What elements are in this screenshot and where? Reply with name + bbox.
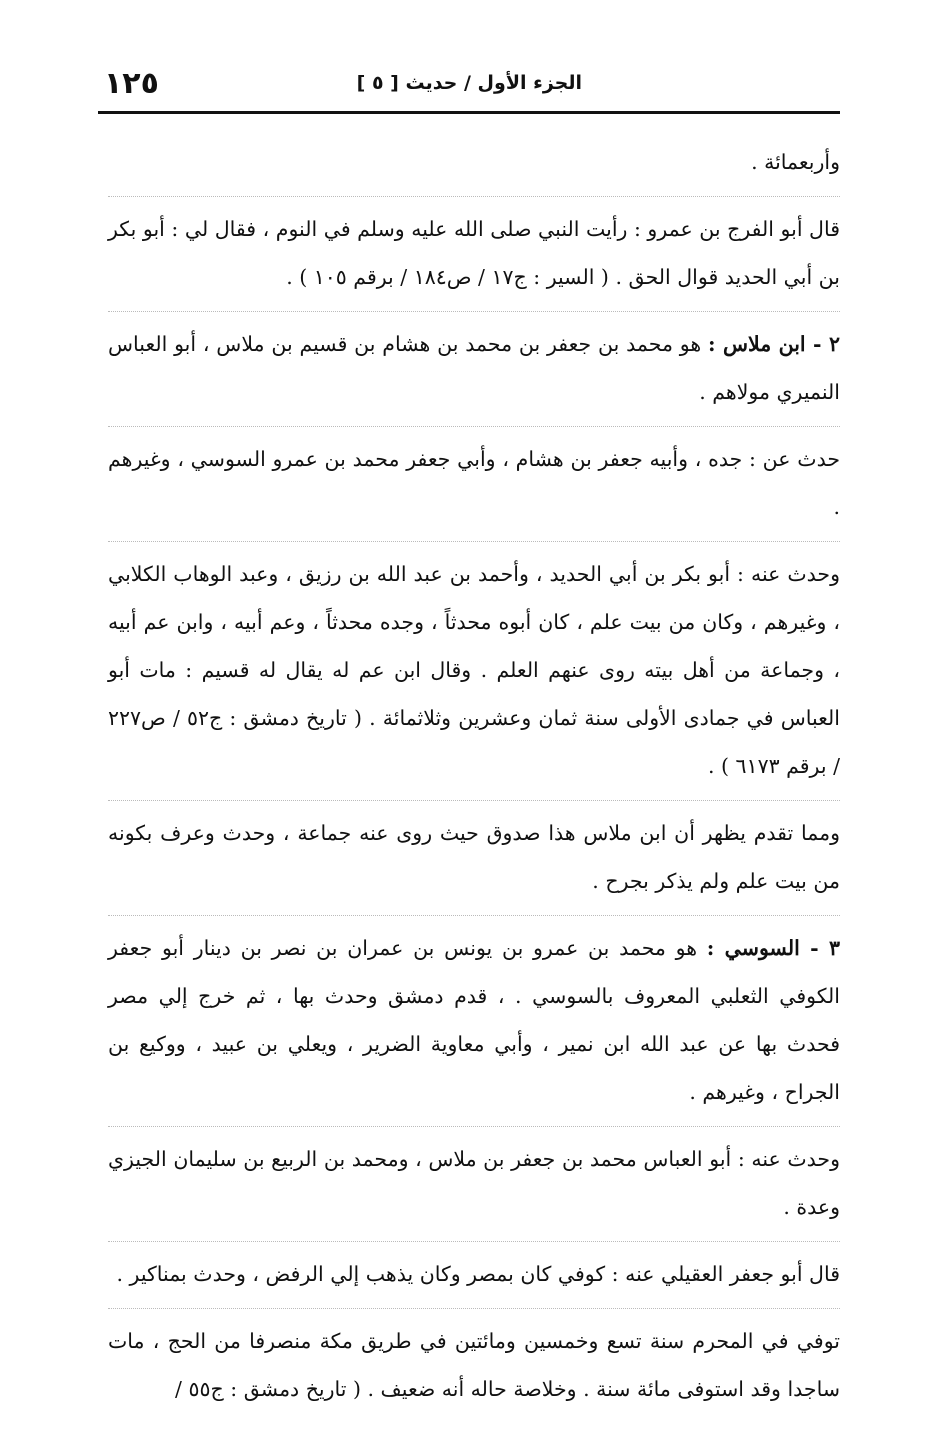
paragraph-text: وحدث عنه : أبو العباس محمد بن جعفر بن ملاس ، ومحمد بن الربيع بن سليمان الجيزي وعدة .	[108, 1147, 840, 1219]
entry-heading-ibn-mallas: ٢ - ابن ملاس :	[707, 332, 840, 356]
paragraph	[108, 809, 840, 916]
paragraph	[108, 1135, 840, 1242]
paragraph-text: هو محمد بن عمرو بن يونس بن عمران بن نصر بن دينار أبو جعفر الكوفي الثعلبي المعروف بالسوسي . ، قدم دمشق وحدث بها ، ثم خرج إلي مصر فحدث بها عن عبد الله ابن نمير ، وأبي معاوية الضرير ، ويعلي بن عبيد ، ووكيع بن الجراح ، وغيرهم .	[108, 936, 840, 1104]
paragraph	[108, 435, 840, 542]
paragraph	[108, 320, 840, 427]
paragraph-text: قال أبو الفرج بن عمرو : رأيت النبي صلى الله عليه وسلم في النوم ، فقال لي : أبو بكر بن أبي الحديد قوال الحق . ( السير : ج١٧ / ص١٨٤ / برقم ١٠٥ ) .	[108, 217, 840, 289]
paragraph-text: قال أبو جعفر العقيلي عنه : كوفي كان بمصر وكان يذهب إلي الرفض ، وحدث بمناكير .	[116, 1262, 840, 1286]
paragraph-text: توفي في المحرم سنة تسع وخمسين ومائتين في طريق مكة منصرفا من الحج ، مات ساجدا وقد استوفى مائة سنة . وخلاصة حاله أنه ضعيف . ( تاريخ دمشق : ج٥٥ /	[108, 1329, 840, 1401]
paragraph	[108, 205, 840, 312]
entry-heading-al-susi: ٣ - السوسي :	[706, 936, 840, 960]
paragraph-text: وأربعمائة .	[751, 150, 840, 174]
paragraph-text: وحدث عنه : أبو بكر بن أبي الحديد ، وأحمد بن عبد الله بن رزيق ، وعبد الوهاب الكلابي ، وغيرهم ، وكان من بيت علم ، كان أبوه محدثاً ، وجده محدثاً ، وعم أبيه ، وابن عم أبيه ، وجماعة من أهل بيته روى عنهم العلم . وقال ابن عم له يقال له قسيم : مات أبو العباس في جمادى الأولى سنة ثمان وعشرين وثلاثمائة . ( تاريخ دمشق : ج٥٢ / ص٢٢٧ / برقم ٦١٧٣ ) .	[108, 562, 840, 778]
paragraph	[108, 1250, 840, 1309]
page-number: ١٢٥	[104, 66, 159, 101]
paragraph-text: ومما تقدم يظهر أن ابن ملاس هذا صدوق حيث روى عنه جماعة ، وحدث وعرف بكونه من بيت علم ولم يذكر بجرح .	[108, 821, 840, 893]
page-header	[98, 58, 840, 114]
paragraph	[108, 924, 840, 1127]
header-rule	[98, 111, 840, 114]
paragraph	[108, 138, 840, 197]
body-text	[108, 138, 840, 1431]
running-title: الجزء الأول / حديث [ ٥ ]	[356, 72, 582, 94]
paragraph-text: هو محمد بن جعفر بن محمد بن هشام بن قسيم بن ملاس ، أبو العباس النميري مولاهم .	[108, 332, 840, 404]
paragraph	[108, 1317, 840, 1423]
paragraph	[108, 550, 840, 801]
paragraph-text: حدث عن : جده ، وأبيه جعفر بن هشام ، وأبي جعفر محمد بن عمرو السوسي ، وغيرهم .	[108, 447, 840, 519]
